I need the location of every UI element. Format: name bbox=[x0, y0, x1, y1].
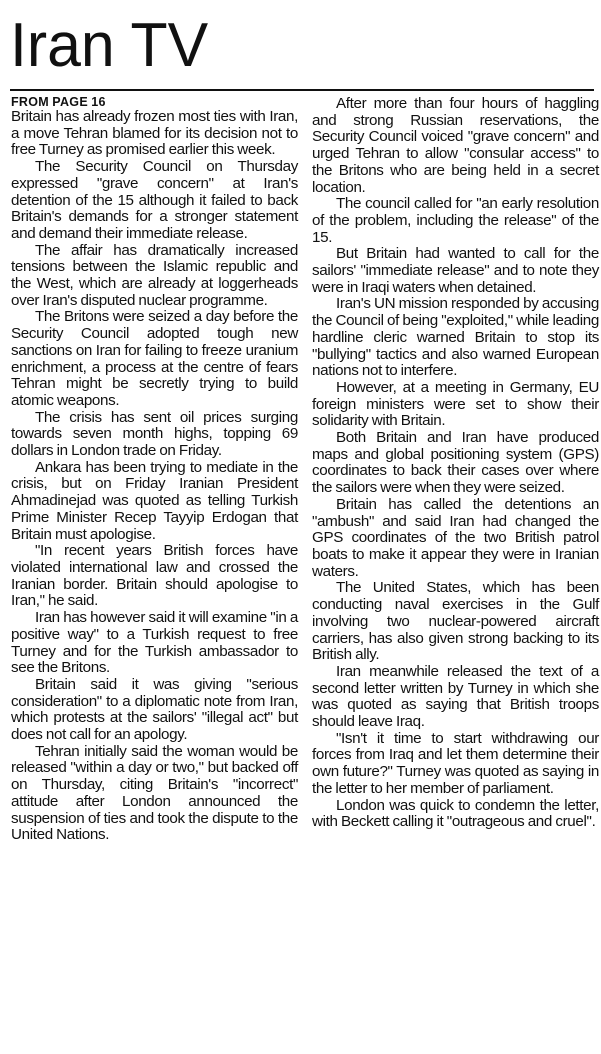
paragraph: After more than four hours of haggling and strong Russian reservations, the Security Council voiced "grave concern" and urged Tehran to allow "consular access" to the Britons who are being held in a secret location. bbox=[312, 95, 599, 196]
paragraph: "In recent years British forces have violated international law and crossed the Iranian border. Britain should apologise to Iran," he said. bbox=[11, 542, 298, 610]
paragraph: London was quick to condemn the letter, with Beckett calling it "outrageous and cruel". bbox=[312, 796, 599, 831]
article-column-left bbox=[11, 95, 298, 844]
paragraph: However, at a meeting in Germany, EU foreign ministers were set to show their solidarity with Britain. bbox=[312, 378, 599, 430]
headline-rule bbox=[10, 89, 594, 91]
paragraph: Iran meanwhile released the text of a second letter written by Turney in which she was quoted as saying that British troops should leave Iraq. bbox=[312, 662, 599, 731]
paragraph: The council called for "an early resolution of the problem, including the release" of the 15. bbox=[312, 195, 599, 246]
paragraph: Ankara has been trying to mediate in the crisis, but on Friday Iranian President Ahmadinejad was quoted as telling Turkish Prime Minister Recep Tayyip Erdogan that Britain must apologise. bbox=[11, 458, 298, 543]
kicker: FROM PAGE 16 bbox=[11, 95, 106, 109]
paragraph: But Britain had wanted to call for the sailors' "immediate release" and to note they were in Iraqi waters when detained. bbox=[312, 245, 599, 296]
paragraph: Britain has already frozen most ties with Iran, a move Tehran blamed for its decision not to free Turney as promised earlier this week. bbox=[11, 108, 298, 159]
paragraph: The crisis has sent oil prices surging towards seven month highs, topping 69 dollars in London trade on Friday. bbox=[11, 408, 298, 460]
paragraph: The affair has dramatically increased tensions between the Islamic republic and the West, which are already at loggerheads over Iran's disputed nuclear programme. bbox=[11, 241, 298, 309]
headline: Iran TV bbox=[10, 11, 209, 80]
article-column-right bbox=[312, 96, 599, 831]
paragraph: The Britons were seized a day before the Security Council adopted tough new sanctions on Iran for failing to freeze uranium enrichment, a process at the centre of fears Tehran might be secretly trying to build atomic weapons. bbox=[11, 308, 298, 409]
paragraph: Iran's UN mission responded by accusing the Council of being "exploited," while leading hardline cleric warned Britain to stop its "bullying" tactics and also warned European nations not to interfere. bbox=[312, 295, 599, 380]
paragraph: The Security Council on Thursday expressed "grave concern" at Iran's detention of the 15 although it failed to back Britain's demands for a stronger statement and demand their immediate release. bbox=[11, 158, 298, 242]
paragraph: Britain said it was giving "serious consideration" to a diplomatic note from Iran, which protests at the sailors' "illegal act" but does not call for an apology. bbox=[11, 675, 298, 744]
paragraph: The United States, which has been conducting naval exercises in the Gulf involving two nuclear-powered aircraft carriers, has also given strong backing to its British ally. bbox=[312, 579, 599, 664]
paragraph: "Isn't it time to start withdrawing our forces from Iraq and let them determine their own future?" Turney was quoted as saying in the letter to her member of parliament. bbox=[312, 729, 599, 797]
paragraph: Tehran initially said the woman would be released "within a day or two," but backed off on Thursday, citing Britain's "incorrect" attitude after London announced the suspension of ties and took the dispute to the United Nations. bbox=[11, 742, 298, 844]
paragraph: Both Britain and Iran have produced maps and global positioning system (GPS) coordinates to back their cases over where the sailors were when they were seized. bbox=[312, 429, 599, 497]
paragraph: Iran has however said it will examine "in a positive way" to a Turkish request to free Turney and for the Turkish ambassador to see the Britons. bbox=[11, 609, 298, 677]
paragraph: Britain has called the detentions an "ambush" and said Iran had changed the GPS coordinates of the two British patrol boats to make it appear they were in Iranian waters. bbox=[312, 495, 599, 580]
